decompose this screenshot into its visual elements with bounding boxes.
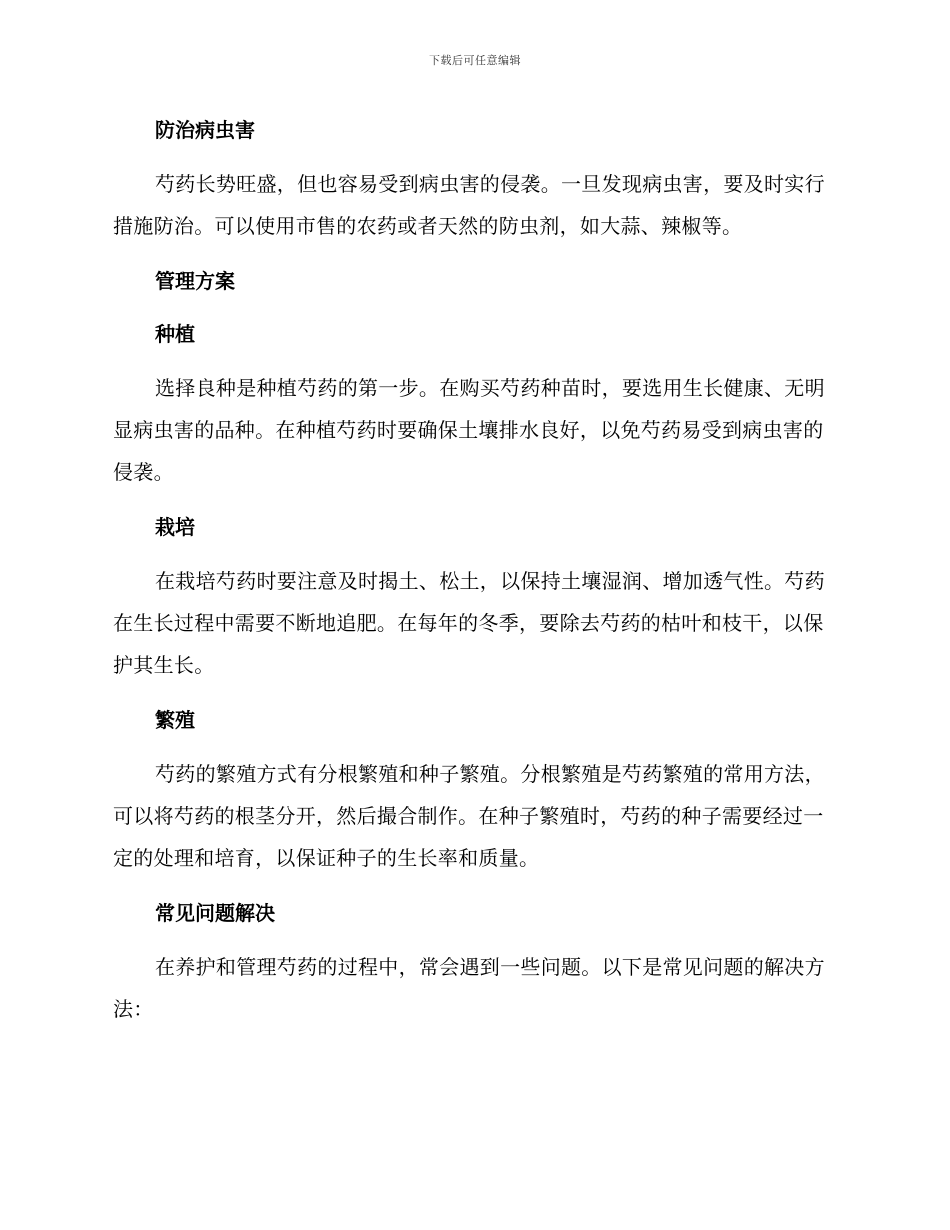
section-heading-management-plan: 管理方案 xyxy=(155,269,235,293)
section-paragraph-common-problems: 在养护和管理芍药的过程中，常会遇到一些问题。以下是常见问题的解决方法： xyxy=(113,955,825,1021)
section-heading-planting: 种植 xyxy=(155,322,195,346)
section-paragraph-pest-control: 芍药长势旺盛，但也容易受到病虫害的侵袭。一旦发现病虫害，要及时实行措施防治。可以使用市售的农药或者天然的防虫剂，如大蒜、辣椒等。 xyxy=(113,172,825,238)
section-heading-propagation: 繁殖 xyxy=(155,708,195,732)
section-paragraph-planting: 选择良种是种植芍药的第一步。在购买芍药种苗时，要选用生长健康、无明显病虫害的品种。在种植芍药时要确保土壤排水良好，以免芍药易受到病虫害的侵袭。 xyxy=(113,376,825,484)
document-body xyxy=(113,110,833,1030)
section-paragraph-cultivation: 在栽培芍药时要注意及时揭土、松土，以保持土壤湿润、增加透气性。芍药在生长过程中需要不断地追肥。在每年的冬季，要除去芍药的枯叶和枝干，以保护其生长。 xyxy=(113,569,825,677)
section-heading-pest-control: 防治病虫害 xyxy=(155,118,255,142)
section-heading-common-problems: 常见问题解决 xyxy=(155,901,275,925)
page-header: 下载后可任意编辑 xyxy=(429,54,521,67)
section-heading-cultivation: 栽培 xyxy=(155,515,195,539)
section-paragraph-propagation: 芍药的繁殖方式有分根繁殖和种子繁殖。分根繁殖是芍药繁殖的常用方法，可以将芍药的根茎分开，然后撮合制作。在种子繁殖时，芍药的种子需要经过一定的处理和培育，以保证种子的生长率和质量。 xyxy=(113,762,825,870)
